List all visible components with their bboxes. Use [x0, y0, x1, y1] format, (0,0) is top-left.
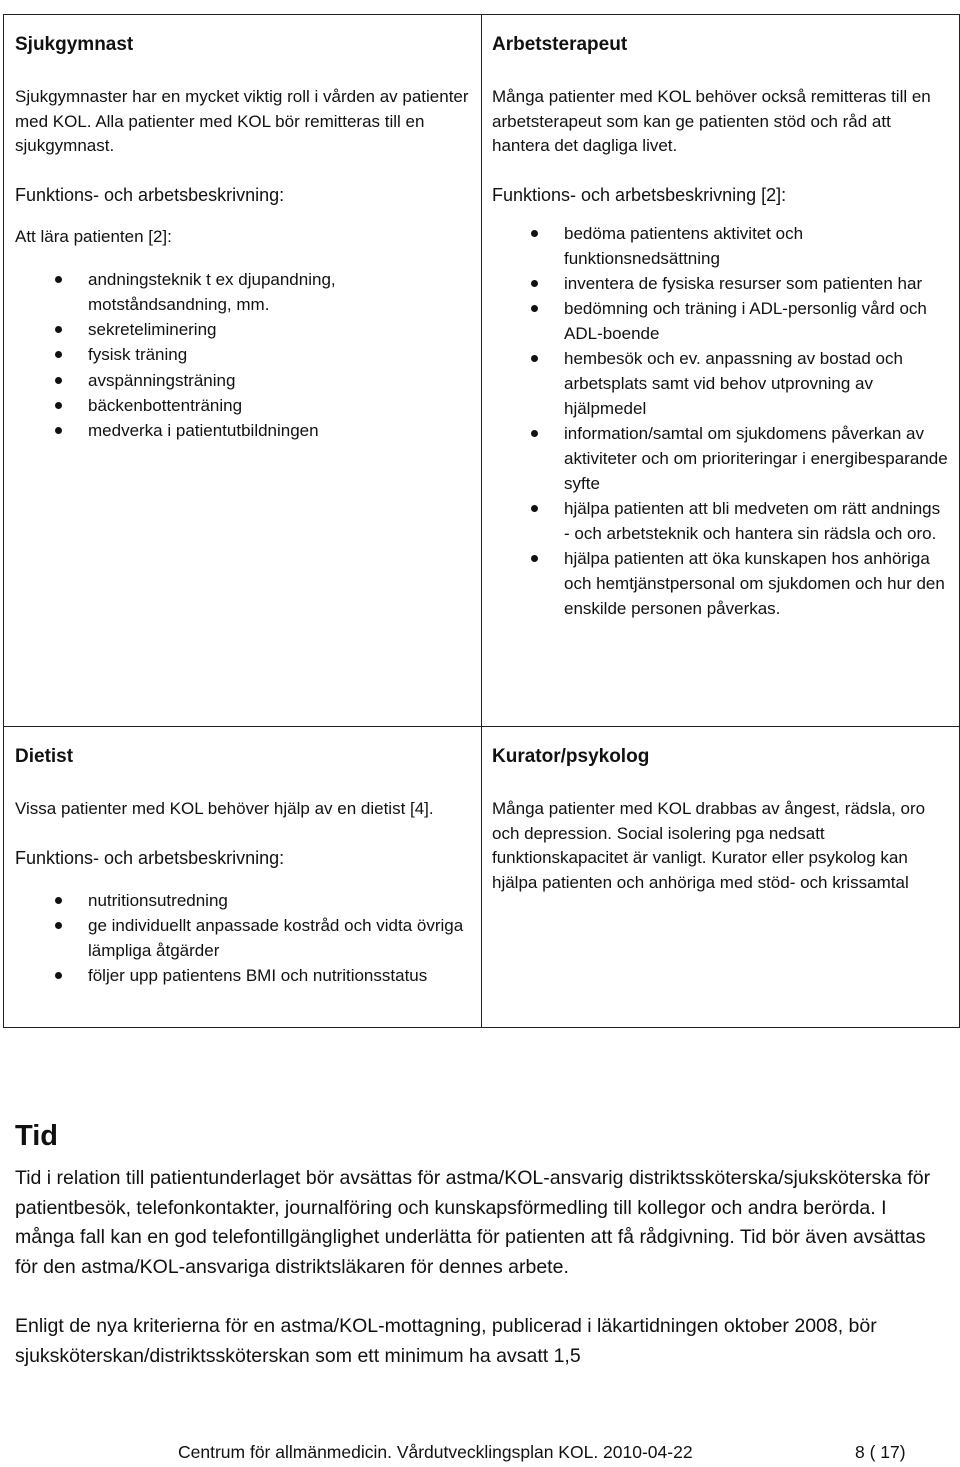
- cell-title: Sjukgymnast: [15, 34, 134, 55]
- list-item: bedöma patientens aktivitet och funktionsnedsättning: [492, 221, 950, 271]
- list-item: hjälpa patienten att öka kunskapen hos anhöriga och hemtjänstpersonal om sjukdomen och hur den enskilde personen påverkas.: [492, 546, 950, 621]
- list-item: bäckenbottenträning: [15, 393, 471, 418]
- cell-dietist: [4, 727, 482, 1027]
- cell-subheading: Funktions- och arbetsbeskrivning:: [15, 847, 285, 868]
- cell-subheading: Funktions- och arbetsbeskrivning:: [15, 184, 285, 205]
- roles-table: [3, 14, 960, 1028]
- cell-kurator: [482, 727, 960, 1027]
- list-item: bedömning och träning i ADL-personlig vård och ADL-boende: [492, 296, 950, 346]
- list-item: nutritionsutredning: [15, 888, 471, 913]
- list-item: hjälpa patienten att bli medveten om rätt andnings - och arbetsteknik och hantera sin rädsla och oro.: [492, 496, 950, 546]
- paragraph: Tid i relation till patientunderlaget bör avsättas för astma/KOL-ansvarig distriktssköterska/sjuksköterska för patientbesök, telefonkontakter, journalföring och kunskapsförmedling till kollegor och andra berörda. I många fall kan en god telefontillgänglighet underlätta för patienten att få rådgivning. Tid bör även avsättas för den astma/KOL-ansvariga distriktsläkaren för dennes arbete.: [15, 1167, 931, 1278]
- list-item: fysisk träning: [15, 342, 471, 367]
- list-item: ge individuellt anpassade kostråd och vidta övriga lämpliga åtgärder: [15, 913, 471, 964]
- footer-text: Centrum för allmänmedicin. Vårdutvecklingsplan KOL. 2010-04-22: [178, 1442, 693, 1462]
- bullet-list: [15, 888, 471, 989]
- list-item: inventera de fysiska resurser som patienten har: [492, 271, 950, 296]
- page-number: 8 ( 17): [855, 1442, 906, 1462]
- cell-text: Många patienter med KOL behöver också remitteras till en arbetsterapeut som kan ge patienten stöd och råd att hantera det dagliga livet.: [492, 87, 931, 155]
- list-item: medverka i patientutbildningen: [15, 418, 471, 443]
- cell-arbetsterapeut: [482, 15, 960, 727]
- bullet-list: [15, 267, 471, 444]
- list-item: andningsteknik t ex djupandning, motståndsandning, mm.: [15, 267, 471, 318]
- section-heading: Tid: [15, 1120, 58, 1152]
- cell-text: Många patienter med KOL drabbas av ångest, rädsla, oro och depression. Social isolering pga nedsatt funktionskapacitet är vanligt. Kurator eller psykolog kan hjälpa patienten och anhöriga med stöd- och krissamtal: [492, 799, 926, 892]
- cell-title: Kurator/psykolog: [492, 746, 650, 767]
- tid-section: [15, 1118, 935, 1372]
- cell-title: Dietist: [15, 746, 74, 767]
- list-item: avspänningsträning: [15, 368, 471, 393]
- cell-sjukgymnast: [4, 15, 482, 727]
- paragraph: Enligt de nya kriterierna för en astma/KOL-mottagning, publicerad i läkartidningen oktober 2008, bör sjuksköterskan/distriktssköterskan som ett minimum ha avsatt 1,5: [15, 1315, 877, 1367]
- cell-intro: Att lära patienten [2]:: [15, 226, 172, 246]
- list-item: följer upp patientens BMI och nutritionsstatus: [15, 963, 471, 988]
- list-item: information/samtal om sjukdomens påverkan av aktiviteter och om prioriteringar i energibesparande syfte: [492, 421, 950, 496]
- bullet-list: [492, 221, 950, 621]
- list-item: sekreteliminering: [15, 317, 471, 342]
- list-item: hembesök och ev. anpassning av bostad och arbetsplats samt vid behov utprovning av hjälpmedel: [492, 346, 950, 421]
- cell-subheading: Funktions- och arbetsbeskrivning [2]:: [492, 184, 787, 205]
- cell-text: Sjukgymnaster har en mycket viktig roll i vården av patienter med KOL. Alla patienter med KOL bör remitteras till en sjukgymnast.: [15, 87, 469, 155]
- cell-text: Vissa patienter med KOL behöver hjälp av en dietist [4].: [15, 799, 434, 818]
- cell-title: Arbetsterapeut: [492, 34, 628, 55]
